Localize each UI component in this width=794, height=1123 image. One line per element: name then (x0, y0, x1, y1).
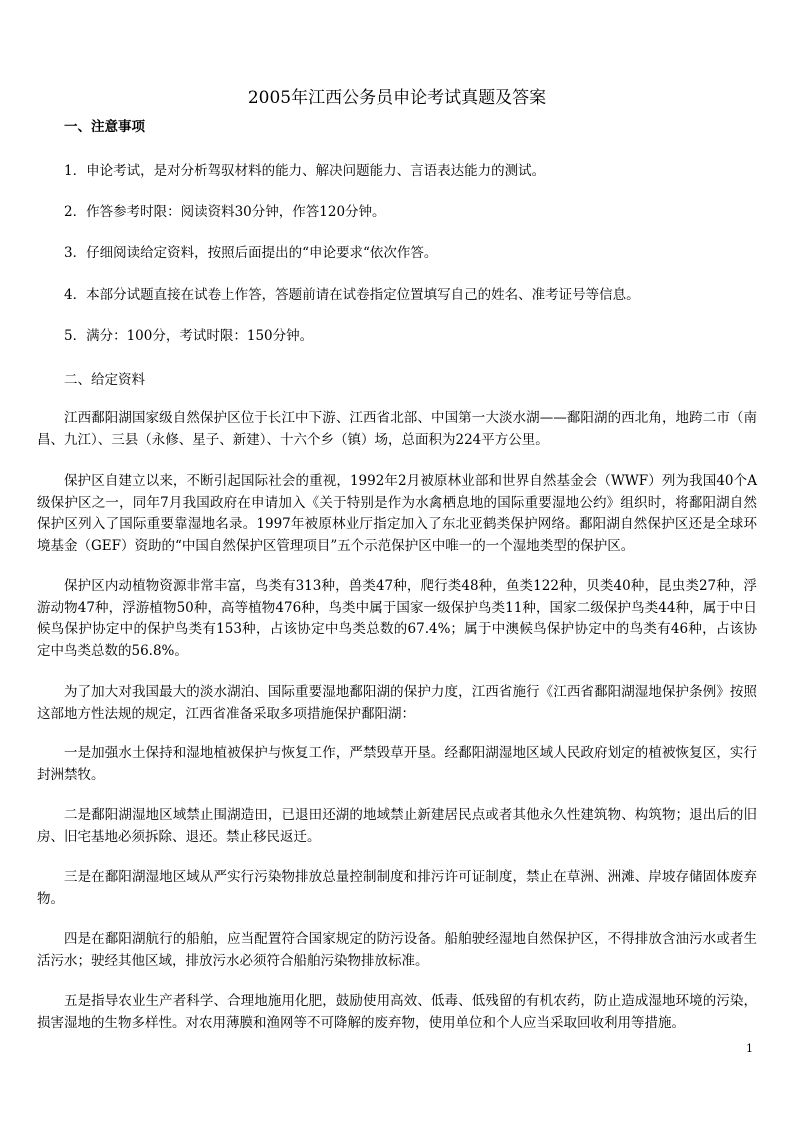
paragraph-8: 四是在鄱阳湖航行的船舶，应当配置符合国家规定的防污设备。船舶驶经湿地自然保护区，不得排放含油污水或者生活污水；驶经其他区域，排放污水必须符合船舶污染物排放标准。 (37, 931, 757, 969)
paragraph-7: 三是在鄱阳湖湿地区域从严实行污染物排放总量控制制度和排污许可证制度，禁止在草洲、洲滩、岸坡存储固体废弃物。 (37, 869, 757, 907)
section-heading-notes: 一、注意事项 (64, 119, 145, 135)
note-item-1: 1．申论考试，是对分析驾驭材料的能力、解决问题能力、言语表达能力的测试。 (64, 163, 546, 179)
note-item-3: 3．仔细阅读给定资料，按照后面提出的“申论要求“依次作答。 (64, 245, 438, 261)
paragraph-6: 二是鄱阳湖湿地区域禁止围湖造田，已退田还湖的地域禁止新建居民点或者其他永久性建筑物、构筑物；退出后的旧房、旧宅基地必须拆除、退还。禁止移民返迁。 (37, 807, 757, 845)
document-title: 2005年江西公务员申论考试真题及答案 (247, 88, 547, 108)
note-item-5: 5．满分：100分，考试时限：150分钟。 (64, 328, 314, 344)
note-item-2: 2．作答参考时限：阅读资料30分钟，作答120分钟。 (64, 204, 386, 220)
paragraph-5: 一是加强水土保持和湿地植被保护与恢复工作，严禁毁草开垦。经鄱阳湖湿地区域人民政府划定的植被恢复区，实行封洲禁牧。 (37, 745, 757, 783)
paragraph-2: 保护区自建立以来，不断引起国际社会的重视，1992年2月被原林业部和世界自然基金会（WWF）列为我国40个A级保护区之一，同年7月我国政府在申请加入《关于特别是作为水禽栖息地的国际重要湿地公约》组织时，将鄱阳湖自然保护区列入了国际重要靠湿地名录。1997年被原林业厅指定加入了东北亚鹤类保护网络。鄱阳湖自然保护区还是全球环境基金（GEF）资助的“中国自然保护区管理项目”五个示范保护区中唯一的一个湿地类型的保护区。 (37, 473, 757, 554)
note-item-4: 4．本部分试题直接在试卷上作答，答题前请在试卷指定位置填写自己的姓名、准考证号等信息。 (64, 287, 640, 303)
page-number: 1 (746, 1042, 753, 1055)
section-heading-materials: 二、给定资料 (64, 372, 145, 388)
paragraph-9: 五是指导农业生产者科学、合理地施用化肥，鼓励使用高效、低毒、低残留的有机农药，防止造成湿地环境的污染，损害湿地的生物多样性。对农用薄膜和渔网等不可降解的废弃物，使用单位和个人应当采取回收利用等措施。 (37, 993, 757, 1031)
paragraph-1: 江西鄱阳湖国家级自然保护区位于长江中下游、江西省北部、中国第一大淡水湖——鄱阳湖的西北角，地跨二市（南昌、九江）、三县（永修、星子、新建）、十六个乡（镇）场，总面积为224平方公里。 (37, 410, 757, 448)
paragraph-3: 保护区内动植物资源非常丰富，鸟类有313种，兽类47种，爬行类48种，鱼类122种，贝类40种，昆虫类27种，浮游动物47种，浮游植物50种，高等植物476种，鸟类中属于国家一级保护鸟类11种，国家二级保护鸟类44种，属于中日候鸟保护协定中的保护鸟类有153种，占该协定中鸟类总数的67.4%；属于中澳候鸟保护协定中的鸟类有46种，占该协定中鸟类总数的56.8%。 (37, 578, 757, 659)
paragraph-4: 为了加大对我国最大的淡水湖泊、国际重要湿地鄱阳湖的保护力度，江西省施行《江西省鄱阳湖湿地保护条例》按照这部地方性法规的规定，江西省准备采取多项措施保护鄱阳湖： (37, 684, 757, 722)
